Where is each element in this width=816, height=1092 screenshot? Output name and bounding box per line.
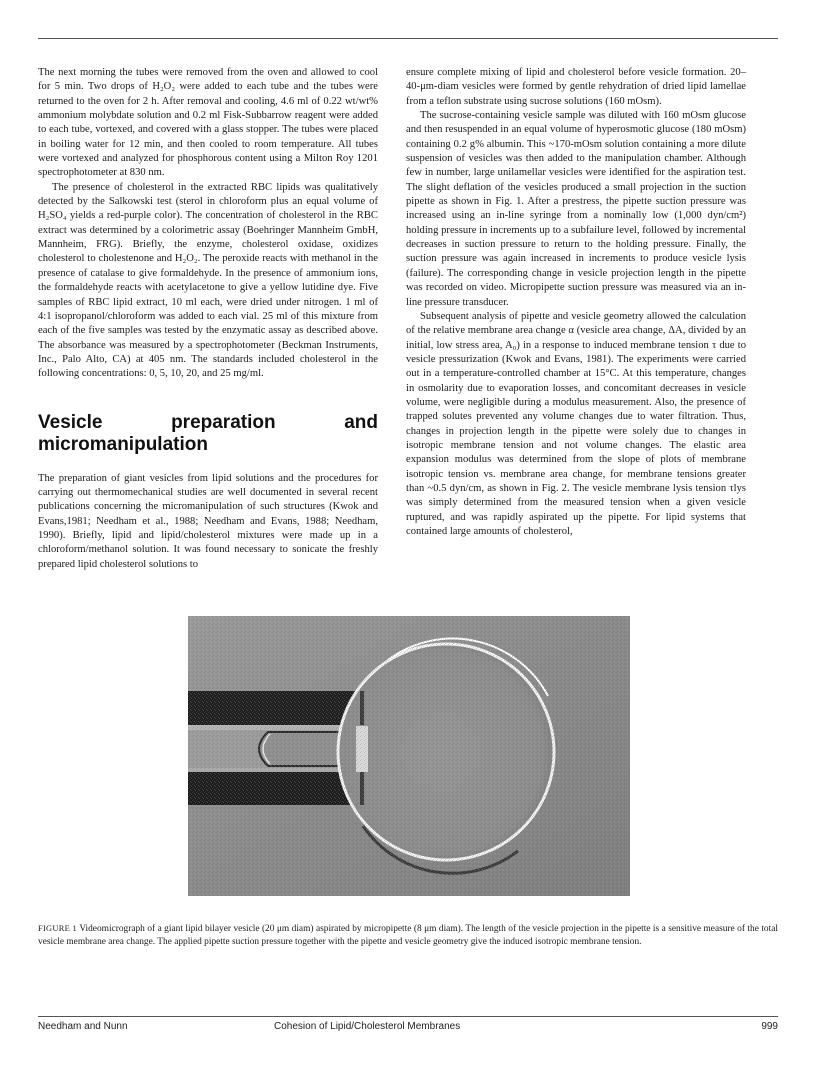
paragraph: The sucrose-containing vesicle sample was diluted with 160 mOsm glucose and then resuspended in an equal volume of hyperosmotic glucose (180 mOsm) containing 0.2 g% albumin. This ~170-mOsm solution containing a more dilute suspension of vesicles was then added to the manipulation chamber. Although few in number, large unilamellar vesicles were identified for the aspiration test. The slight deflation of the vesicles produced a small projection in the suction pipette as shown in Fig. 1. After a prestress, the pipette suction pressure was increased using an in-line syringe from a nominally low (1,000 dyn/cm²) holding pressure in increments up to a subfailure level, followed by incremental decreases in suction pressure to return to the holding pressure. Finally, the suction pressure was again increased in increments to produce vesicle lysis (failure). The corresponding change in vesicle projection length in the pipette was recorded on video. Micropipette suction pressure was measured via an in-line pressure transducer.	[406, 110, 746, 308]
paragraph: ensure complete mixing of lipid and cholesterol before vesicle formation. 20–40-μm-diam vesicles were formed by gentle rehydration of dried lipid lamellae from a teflon substrate using sucrose solutions (160 mOsm).	[406, 67, 746, 107]
header-rule	[38, 38, 778, 39]
paragraph: Subsequent analysis of pipette and vesicle geometry allowed the calculation of the relative membrane area change α (vesicle area change, ΔA, divided by an initial, low stress area, A₀) in a response to induced membrane tension τ due to vesicle pressurization (Kwok and Evans, 1981). The experiments were carried out in a temperature-controlled chamber at 15°C. At this temperature, changes in osmolarity due to evaporation losses, and concomitant decreases in vesicle volume, were negligible during a modulus measurement. Also, the presence of trapped solutes prevented any volume changes due to water filtration. Thus, changes in projection length in the pipette were solely due to changes in isotropic membrane tension and not volume changes. The elastic area expansion modulus was determined from the slope of plots of membrane isotropic tension vs. membrane area change, for membrane tensions greater than ~0.5 dyn/cm, as shown in Fig. 2. The vesicle membrane lysis tension τlys was simply determined from the measured tension when a given vesicle ruptured, and was rapidly aspirated up the pipette. For lipid systems that contained large amounts of cholesterol,	[406, 310, 746, 537]
figure-caption	[38, 922, 778, 949]
vesicle-micrograph-image	[188, 616, 630, 896]
videomicrograph-figure	[188, 616, 630, 896]
paragraph: The next morning the tubes were removed from the oven and allowed to cool for 5 min. Two drops of H₂O₂ were added to each tube and the tubes were returned to the oven for 2 h. After removal and cooling, 4.6 ml of 0.22 wt/wt% ammonium molybdate solution and 0.2 ml Fisk-Subbarrow reagent were added to each tube, vortexed, and covered with a glass stopper. The tubes were placed in boiling water for 12 min, and then cooled to room temperature. All tubes were vortexed and analyzed for phosphorous content using a Milton Roy 1201 spectrophotometer at 830 nm.	[38, 67, 378, 179]
paragraph: The presence of cholesterol in the extracted RBC lipids was qualitatively detected by the Salkowski test (sterol in chloroform plus an equal volume of H₂SO₄ yields a red-purple color). The concentration of cholesterol in the RBC extract was determined by a colorimetric assay (Boehringer Mannheim GmbH, Mannheim, FRG). Briefly, the enzyme, cholesterol oxidase, oxidizes cholesterol to cholestenone and H₂O₂. The peroxide reacts with methanol in the presence of catalase to give formaldehyde. In the presence of ammonium ions, the formaldehyde reacts with acetylacetone to give a yellow lutidine dye. Five samples of RBC lipid extract, 10 ml each, were dried under nitrogen. 1 ml of 4:1 isopropanol/chloroform was added to each vial. 25 ml of this mixture from each of the five samples was tested by the enzymatic assay as described above. The absorbance was measured by a spectrophotometer (Beckman Instruments, Inc., Palo Alto, CA) at 405 nm. The standards included cholesterol in the following concentrations: 0, 5, 10, 20, and 25 mg/ml.	[38, 181, 378, 380]
footer-running-title: Cohesion of Lipid/Cholesterol Membranes	[274, 1021, 461, 1032]
right-column	[406, 66, 746, 539]
left-column	[38, 66, 378, 572]
footer-rule	[38, 1016, 778, 1017]
page-number: 999	[761, 1021, 778, 1032]
figure-label: FIGURE 1	[38, 924, 78, 933]
section-heading: Vesicle preparation and micromanipulation	[38, 411, 378, 455]
figure-caption-text: Videomicrograph of a giant lipid bilayer vesicle (20 μm diam) aspirated by micropipette (8 μm diam). The length of the vesicle projection in the pipette is a sensitive measure of the total vesicle membrane area change. The applied pipette suction pressure together with the pipette and vesicle geometry give the induced isotropic membrane tension.	[38, 924, 778, 947]
footer-authors: Needham and Nunn	[38, 1021, 128, 1032]
paragraph: The preparation of giant vesicles from lipid solutions and the procedures for carrying out thermomechanical studies are well documented in several recent publications concerning the micromanipulation of such structures (Kwok and Evans,1981; Needham et al., 1988; Needham and Evans, 1988; Needham, 1990). Briefly, lipid and lipid/cholesterol mixtures were made up in a chloroform/methanol solution. It was found necessary to sonicate the freshly prepared lipid cholesterol solutions to	[38, 472, 378, 570]
